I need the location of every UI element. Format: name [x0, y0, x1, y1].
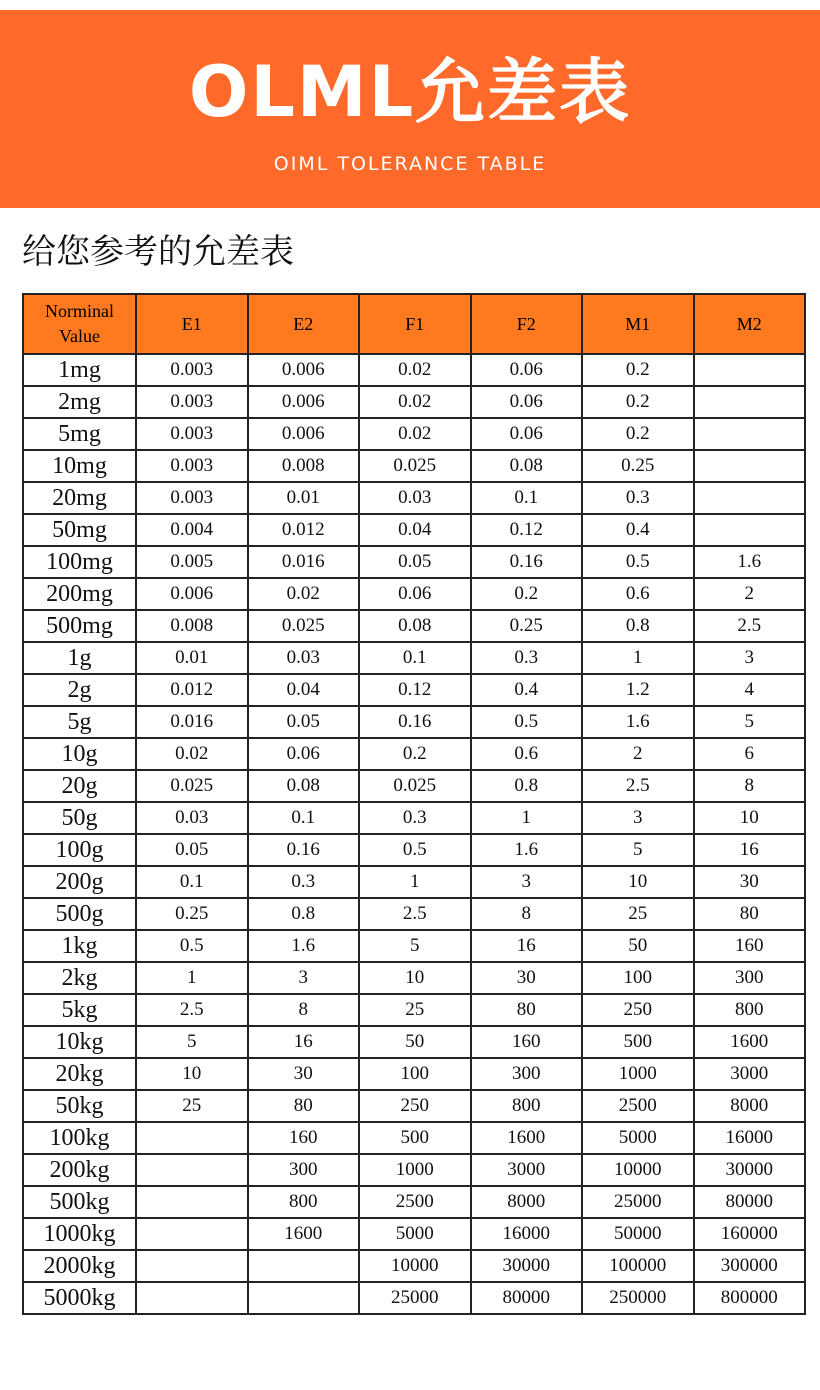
cell-f1: 25000 [359, 1282, 471, 1314]
cell-m2: 30000 [694, 1154, 806, 1186]
cell-nominal-value: 20kg [23, 1058, 136, 1090]
cell-f2: 0.16 [471, 546, 583, 578]
table-row [23, 674, 805, 706]
header-e1: E1 [136, 294, 248, 354]
cell-e2: 0.006 [248, 386, 360, 418]
cell-e2: 0.025 [248, 610, 360, 642]
table-row [23, 1058, 805, 1090]
cell-m1: 25 [582, 898, 694, 930]
cell-m1: 250000 [582, 1282, 694, 1314]
cell-nominal-value: 500g [23, 898, 136, 930]
cell-e2: 0.04 [248, 674, 360, 706]
cell-f2: 0.3 [471, 642, 583, 674]
table-row [23, 1090, 805, 1122]
cell-m2 [694, 450, 806, 482]
cell-nominal-value: 20g [23, 770, 136, 802]
table-row [23, 514, 805, 546]
cell-f2: 300 [471, 1058, 583, 1090]
cell-m2 [694, 354, 806, 386]
cell-nominal-value: 50kg [23, 1090, 136, 1122]
table-row [23, 642, 805, 674]
cell-m2: 80000 [694, 1186, 806, 1218]
cell-e1: 0.003 [136, 386, 248, 418]
cell-e2: 0.006 [248, 354, 360, 386]
cell-f1: 0.2 [359, 738, 471, 770]
cell-f1: 0.08 [359, 610, 471, 642]
cell-e2: 0.06 [248, 738, 360, 770]
cell-nominal-value: 50mg [23, 514, 136, 546]
cell-nominal-value: 500mg [23, 610, 136, 642]
table-row [23, 866, 805, 898]
cell-m1: 0.3 [582, 482, 694, 514]
cell-m2: 1600 [694, 1026, 806, 1058]
cell-f1: 2500 [359, 1186, 471, 1218]
cell-f1: 0.05 [359, 546, 471, 578]
cell-m2: 16 [694, 834, 806, 866]
table-row [23, 898, 805, 930]
table-row [23, 834, 805, 866]
cell-f2: 1 [471, 802, 583, 834]
cell-m1: 2 [582, 738, 694, 770]
cell-f1: 250 [359, 1090, 471, 1122]
cell-e1: 25 [136, 1090, 248, 1122]
cell-e1 [136, 1250, 248, 1282]
table-row [23, 546, 805, 578]
table-row [23, 1218, 805, 1250]
cell-m1: 2500 [582, 1090, 694, 1122]
header-f2: F2 [471, 294, 583, 354]
cell-m1: 5 [582, 834, 694, 866]
cell-e2: 0.03 [248, 642, 360, 674]
cell-m1: 1.2 [582, 674, 694, 706]
cell-e1: 10 [136, 1058, 248, 1090]
cell-m2: 300000 [694, 1250, 806, 1282]
cell-f2: 160 [471, 1026, 583, 1058]
cell-e2: 0.02 [248, 578, 360, 610]
cell-f2: 0.06 [471, 354, 583, 386]
cell-f2: 16000 [471, 1218, 583, 1250]
cell-nominal-value: 200kg [23, 1154, 136, 1186]
cell-f1: 1 [359, 866, 471, 898]
cell-m1: 1 [582, 642, 694, 674]
cell-f1: 500 [359, 1122, 471, 1154]
table-row [23, 354, 805, 386]
cell-nominal-value: 200g [23, 866, 136, 898]
cell-e1 [136, 1122, 248, 1154]
cell-m2: 800 [694, 994, 806, 1026]
cell-e1: 0.003 [136, 418, 248, 450]
cell-f2: 80000 [471, 1282, 583, 1314]
cell-m2: 10 [694, 802, 806, 834]
cell-e2: 80 [248, 1090, 360, 1122]
cell-nominal-value: 2g [23, 674, 136, 706]
banner-title: OLML允差表 [188, 51, 632, 133]
section-title: 给您参考的允差表 [22, 232, 294, 272]
table-row [23, 1154, 805, 1186]
table-body [23, 354, 805, 1314]
cell-f2: 0.12 [471, 514, 583, 546]
cell-m1: 0.2 [582, 418, 694, 450]
cell-m1: 0.5 [582, 546, 694, 578]
cell-e1: 0.05 [136, 834, 248, 866]
cell-f2: 800 [471, 1090, 583, 1122]
cell-f2: 80 [471, 994, 583, 1026]
cell-m2 [694, 418, 806, 450]
cell-nominal-value: 500kg [23, 1186, 136, 1218]
cell-f1: 2.5 [359, 898, 471, 930]
cell-e2 [248, 1282, 360, 1314]
cell-nominal-value: 5mg [23, 418, 136, 450]
cell-nominal-value: 20mg [23, 482, 136, 514]
cell-m2: 3 [694, 642, 806, 674]
table-row [23, 450, 805, 482]
cell-f2: 0.4 [471, 674, 583, 706]
cell-f2: 0.06 [471, 418, 583, 450]
cell-e1: 0.02 [136, 738, 248, 770]
cell-e1: 2.5 [136, 994, 248, 1026]
cell-e2: 30 [248, 1058, 360, 1090]
cell-nominal-value: 100mg [23, 546, 136, 578]
cell-nominal-value: 10mg [23, 450, 136, 482]
cell-f1: 10000 [359, 1250, 471, 1282]
cell-e1: 0.025 [136, 770, 248, 802]
cell-f2: 0.6 [471, 738, 583, 770]
cell-m2: 30 [694, 866, 806, 898]
cell-e1: 0.003 [136, 482, 248, 514]
cell-e2: 160 [248, 1122, 360, 1154]
cell-m1: 500 [582, 1026, 694, 1058]
cell-nominal-value: 1kg [23, 930, 136, 962]
cell-m2: 160 [694, 930, 806, 962]
cell-nominal-value: 1g [23, 642, 136, 674]
header-m2: M2 [694, 294, 806, 354]
cell-f1: 0.12 [359, 674, 471, 706]
cell-f1: 0.04 [359, 514, 471, 546]
cell-m2: 5 [694, 706, 806, 738]
cell-f1: 0.5 [359, 834, 471, 866]
cell-e1: 0.1 [136, 866, 248, 898]
cell-m1: 0.6 [582, 578, 694, 610]
cell-f1: 5000 [359, 1218, 471, 1250]
cell-f2: 8000 [471, 1186, 583, 1218]
cell-m2: 2.5 [694, 610, 806, 642]
table-row [23, 1186, 805, 1218]
table-row [23, 1026, 805, 1058]
cell-m1: 5000 [582, 1122, 694, 1154]
cell-f2: 0.06 [471, 386, 583, 418]
cell-e1: 0.005 [136, 546, 248, 578]
cell-e1: 0.03 [136, 802, 248, 834]
header-m1: M1 [582, 294, 694, 354]
cell-nominal-value: 1mg [23, 354, 136, 386]
cell-m2: 4 [694, 674, 806, 706]
cell-m2: 160000 [694, 1218, 806, 1250]
cell-e1: 0.003 [136, 450, 248, 482]
cell-e2: 300 [248, 1154, 360, 1186]
cell-f1: 0.02 [359, 418, 471, 450]
cell-f2: 16 [471, 930, 583, 962]
cell-m2: 1.6 [694, 546, 806, 578]
cell-f1: 0.025 [359, 450, 471, 482]
cell-e2: 3 [248, 962, 360, 994]
cell-f2: 0.08 [471, 450, 583, 482]
cell-f2: 30 [471, 962, 583, 994]
table-row [23, 418, 805, 450]
cell-m2 [694, 482, 806, 514]
cell-m1: 0.2 [582, 354, 694, 386]
cell-m1: 3 [582, 802, 694, 834]
cell-e2: 0.012 [248, 514, 360, 546]
cell-e1: 0.25 [136, 898, 248, 930]
cell-e2: 0.006 [248, 418, 360, 450]
cell-e2: 0.3 [248, 866, 360, 898]
cell-nominal-value: 100g [23, 834, 136, 866]
cell-e1: 0.003 [136, 354, 248, 386]
cell-f1: 25 [359, 994, 471, 1026]
cell-e1: 0.006 [136, 578, 248, 610]
cell-nominal-value: 2mg [23, 386, 136, 418]
cell-f2: 8 [471, 898, 583, 930]
cell-e1 [136, 1218, 248, 1250]
cell-m1: 1000 [582, 1058, 694, 1090]
cell-nominal-value: 100kg [23, 1122, 136, 1154]
table-row [23, 930, 805, 962]
cell-nominal-value: 2000kg [23, 1250, 136, 1282]
cell-f1: 0.025 [359, 770, 471, 802]
cell-nominal-value: 10kg [23, 1026, 136, 1058]
cell-e1 [136, 1154, 248, 1186]
cell-e2: 0.05 [248, 706, 360, 738]
cell-m2 [694, 386, 806, 418]
cell-m1: 0.8 [582, 610, 694, 642]
table-row [23, 706, 805, 738]
cell-m1: 100000 [582, 1250, 694, 1282]
table-row [23, 1250, 805, 1282]
tolerance-table [22, 293, 806, 1315]
cell-m1: 0.2 [582, 386, 694, 418]
cell-f2: 0.8 [471, 770, 583, 802]
table-row [23, 482, 805, 514]
cell-f1: 0.06 [359, 578, 471, 610]
header-f1: F1 [359, 294, 471, 354]
cell-m2: 800000 [694, 1282, 806, 1314]
cell-f1: 0.03 [359, 482, 471, 514]
table-row [23, 802, 805, 834]
cell-f1: 5 [359, 930, 471, 962]
cell-m2 [694, 514, 806, 546]
cell-nominal-value: 50g [23, 802, 136, 834]
cell-m1: 10000 [582, 1154, 694, 1186]
cell-m1: 50000 [582, 1218, 694, 1250]
cell-e1: 0.016 [136, 706, 248, 738]
table-row [23, 1282, 805, 1314]
cell-f2: 30000 [471, 1250, 583, 1282]
cell-f1: 0.02 [359, 386, 471, 418]
cell-e2: 800 [248, 1186, 360, 1218]
cell-e1: 0.012 [136, 674, 248, 706]
cell-e1: 5 [136, 1026, 248, 1058]
cell-e2: 0.01 [248, 482, 360, 514]
banner [0, 10, 820, 208]
cell-nominal-value: 10g [23, 738, 136, 770]
cell-f2: 0.25 [471, 610, 583, 642]
cell-e1 [136, 1282, 248, 1314]
cell-f1: 10 [359, 962, 471, 994]
cell-m1: 10 [582, 866, 694, 898]
cell-f2: 0.2 [471, 578, 583, 610]
table-row [23, 386, 805, 418]
cell-e1: 0.004 [136, 514, 248, 546]
cell-e2: 0.8 [248, 898, 360, 930]
cell-e2: 0.008 [248, 450, 360, 482]
cell-nominal-value: 5g [23, 706, 136, 738]
cell-m1: 50 [582, 930, 694, 962]
cell-f2: 0.5 [471, 706, 583, 738]
cell-e1: 0.5 [136, 930, 248, 962]
header-nominal-value: Norminal Value [23, 294, 136, 354]
cell-f2: 3 [471, 866, 583, 898]
cell-f1: 100 [359, 1058, 471, 1090]
table-row [23, 994, 805, 1026]
cell-m2: 80 [694, 898, 806, 930]
cell-e2: 16 [248, 1026, 360, 1058]
cell-e2: 0.08 [248, 770, 360, 802]
banner-subtitle: OIML TOLERANCE TABLE [273, 153, 547, 175]
cell-e1: 0.01 [136, 642, 248, 674]
table-row [23, 1122, 805, 1154]
cell-m1: 1.6 [582, 706, 694, 738]
cell-e1: 0.008 [136, 610, 248, 642]
cell-f1: 0.02 [359, 354, 471, 386]
table-header-row [23, 294, 805, 354]
table-row [23, 962, 805, 994]
cell-m2: 16000 [694, 1122, 806, 1154]
cell-e2: 0.16 [248, 834, 360, 866]
cell-f1: 1000 [359, 1154, 471, 1186]
cell-m1: 250 [582, 994, 694, 1026]
cell-nominal-value: 200mg [23, 578, 136, 610]
cell-nominal-value: 5000kg [23, 1282, 136, 1314]
cell-m2: 8 [694, 770, 806, 802]
cell-f2: 3000 [471, 1154, 583, 1186]
cell-m2: 8000 [694, 1090, 806, 1122]
cell-m1: 0.4 [582, 514, 694, 546]
cell-m1: 25000 [582, 1186, 694, 1218]
cell-m1: 0.25 [582, 450, 694, 482]
table-row [23, 770, 805, 802]
cell-e2: 0.016 [248, 546, 360, 578]
table-row [23, 578, 805, 610]
cell-m2: 300 [694, 962, 806, 994]
cell-f2: 1.6 [471, 834, 583, 866]
cell-e1 [136, 1186, 248, 1218]
cell-f2: 0.1 [471, 482, 583, 514]
cell-m2: 3000 [694, 1058, 806, 1090]
header-e2: E2 [248, 294, 360, 354]
cell-nominal-value: 1000kg [23, 1218, 136, 1250]
cell-e2 [248, 1250, 360, 1282]
cell-m1: 2.5 [582, 770, 694, 802]
cell-e2: 8 [248, 994, 360, 1026]
cell-e2: 1600 [248, 1218, 360, 1250]
table-row [23, 738, 805, 770]
cell-m1: 100 [582, 962, 694, 994]
cell-m2: 2 [694, 578, 806, 610]
cell-e2: 1.6 [248, 930, 360, 962]
cell-f1: 0.3 [359, 802, 471, 834]
cell-f1: 0.16 [359, 706, 471, 738]
cell-f1: 50 [359, 1026, 471, 1058]
cell-e2: 0.1 [248, 802, 360, 834]
cell-f2: 1600 [471, 1122, 583, 1154]
cell-m2: 6 [694, 738, 806, 770]
cell-nominal-value: 2kg [23, 962, 136, 994]
cell-f1: 0.1 [359, 642, 471, 674]
cell-e1: 1 [136, 962, 248, 994]
table-row [23, 610, 805, 642]
cell-nominal-value: 5kg [23, 994, 136, 1026]
